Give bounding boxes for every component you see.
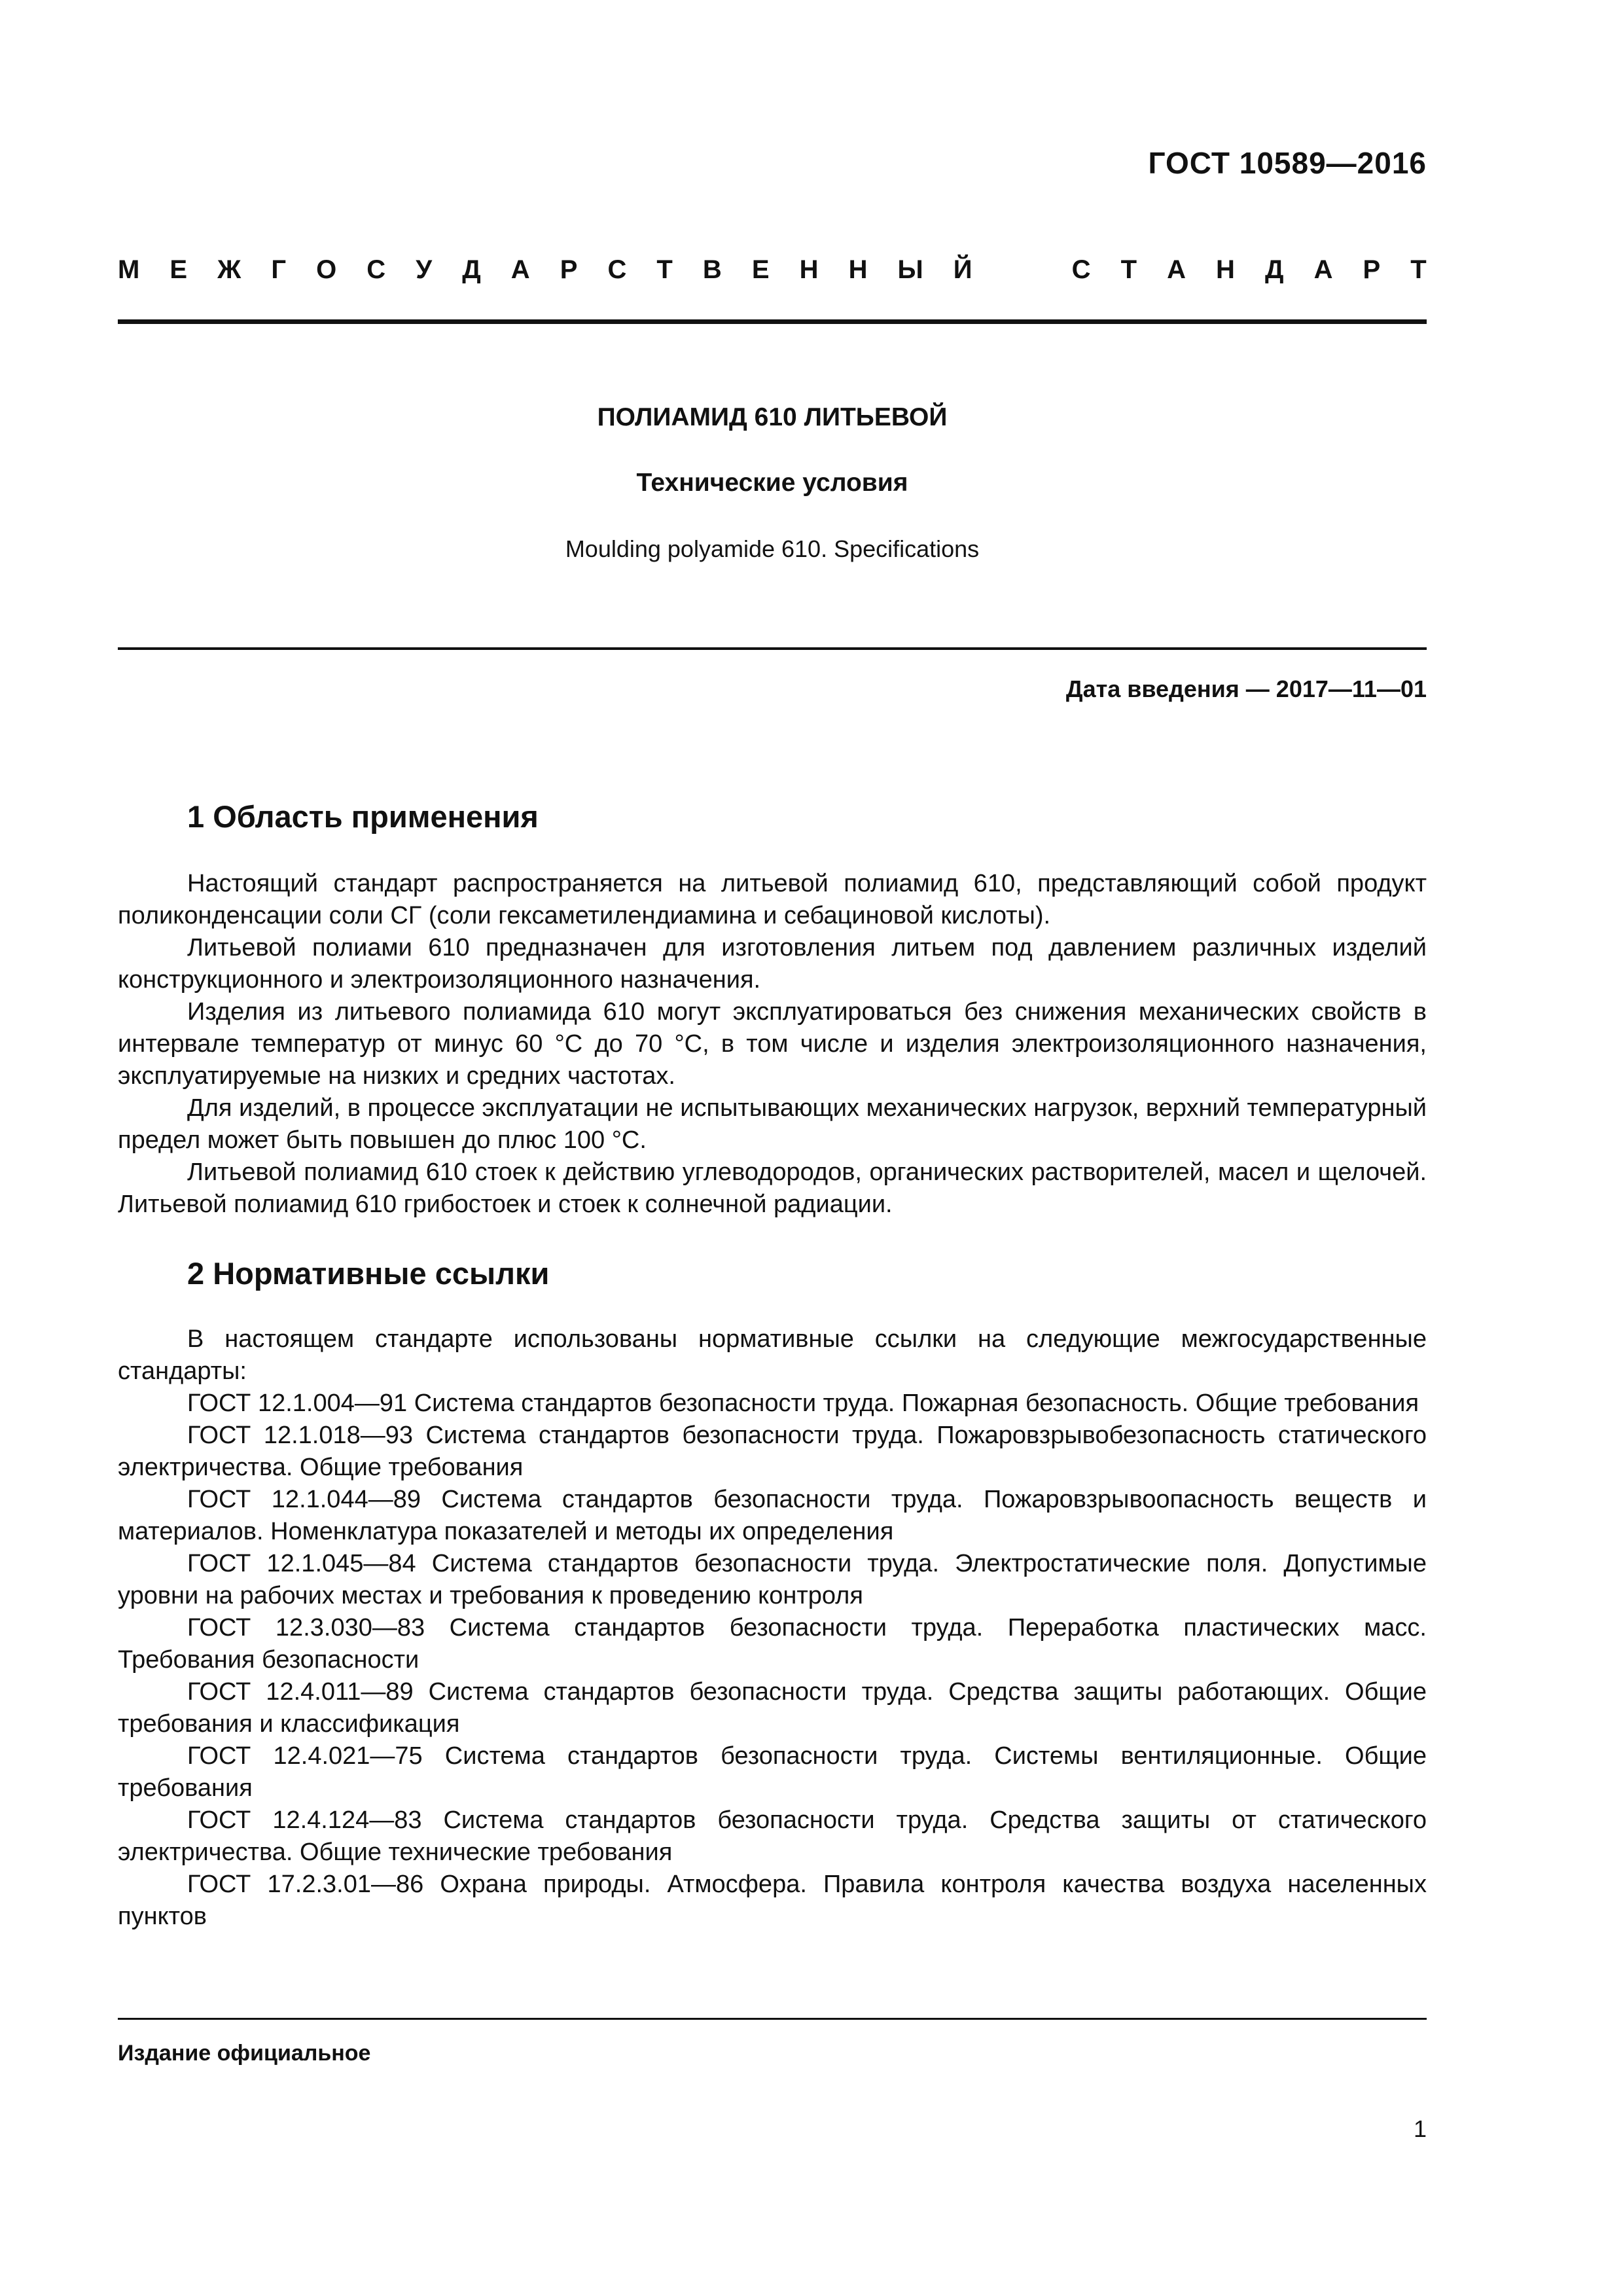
section-heading-scope: 1 Область применения [187,799,539,834]
banner-letter: Ы [897,255,923,284]
section-body-scope [118,868,1427,1221]
banner-letter: У [416,255,433,284]
banner-letter: Е [169,255,188,284]
document-subtitle: Технические условия [636,469,908,497]
paragraph: В настоящем стандарте использованы нормативные ссылки на следующие межгосударственные стандарты: [118,1325,1427,1385]
header-divider [118,319,1427,324]
banner-letter: Д [1265,255,1284,284]
reference-item: ГОСТ 12.1.018—93 Система стандартов безопасности труда. Пожаровзрывобезопасность статического электричества. Общие требования [118,1422,1427,1481]
reference-item: ГОСТ 12.1.004—91 Система стандартов безопасности труда. Пожарная безопасность. Общие требования [187,1390,1419,1417]
banner-word-gap [1003,255,1042,285]
banner-letter: А [1167,255,1186,284]
reference-item: ГОСТ 12.4.124—83 Система стандартов безопасности труда. Средства защиты от статического электричества. Общие технические требования [118,1806,1427,1866]
banner-letter: О [316,255,337,284]
banner-letter: Р [1363,255,1381,284]
reference-item: ГОСТ 12.1.045—84 Система стандартов безопасности труда. Электростатические поля. Допустимые уровни на рабочих местах и требования к проведению контроля [118,1550,1427,1609]
banner-letter: Н [1216,255,1235,284]
paragraph: Для изделий, в процессе эксплуатации не испытывающих механических нагрузок, верхний температурный предел может быть повышен до плюс 100 °С. [118,1094,1427,1154]
document-title-english: Moulding polyamide 610. Specifications [565,535,980,562]
section-heading-references: 2 Нормативные ссылки [187,1256,550,1291]
banner-letter: Т [656,255,673,284]
standard-type-banner [118,255,1427,285]
banner-letter: С [1071,255,1091,284]
banner-letter: М [118,255,140,284]
reference-item: ГОСТ 12.1.044—89 Система стандартов безопасности труда. Пожаровзрывоопасность веществ и материалов. Номенклатура показателей и методы их определения [118,1486,1427,1545]
introduction-date: Дата введения — 2017—11—01 [1065,675,1427,702]
reference-item: ГОСТ 17.2.3.01—86 Охрана природы. Атмосфера. Правила контроля качества воздуха населенных пунктов [118,1871,1427,1930]
reference-item: ГОСТ 12.4.011—89 Система стандартов безопасности труда. Средства защиты работающих. Общие требования и классификация [118,1678,1427,1738]
document-code: ГОСТ 10589—2016 [1148,146,1427,180]
banner-letter: С [366,255,386,284]
banner-letter: Г [271,255,287,284]
title-divider [118,647,1427,650]
banner-letter: Ж [217,255,241,284]
banner-letter: В [702,255,722,284]
banner-letter: А [510,255,530,284]
document-title: ПОЛИАМИД 610 ЛИТЬЕВОЙ [597,403,948,431]
paragraph: Литьевой полиами 610 предназначен для изготовления литьем под давлением различных изделий конструкционного и электроизоляционного назначения. [118,934,1427,994]
paragraph: Настоящий стандарт распространяется на литьевой полиамид 610, представляющий собой продукт поликонденсации соли СГ (соли гексаметилендиамина и себациновой кислоты). [118,870,1427,929]
section-body-references [118,1323,1427,1933]
banner-letter: Е [751,255,770,284]
banner-letter: Р [560,255,578,284]
banner-letter: Т [1410,255,1427,284]
reference-item: ГОСТ 12.3.030—83 Система стандартов безопасности труда. Переработка пластических масс. Требования безопасности [118,1614,1427,1674]
footer-divider [118,2018,1427,2020]
banner-letter: Н [848,255,868,284]
banner-letter: Т [1120,255,1137,284]
banner-letter: А [1313,255,1333,284]
paragraph: Изделия из литьевого полиамида 610 могут эксплуатироваться без снижения механических свойств в интервале температур от минус 60 °С до 70 °С, в том числе и изделия электроизоляционного назначения, эксплуатируемые на низких и средних частотах. [118,998,1427,1090]
reference-item: ГОСТ 12.4.021—75 Система стандартов безопасности труда. Системы вентиляционные. Общие требования [118,1742,1427,1802]
page-number: 1 [1413,2115,1427,2142]
official-edition-label: Издание официальное [118,2041,371,2066]
banner-letter: Й [953,255,972,284]
banner-letter: Н [799,255,819,284]
paragraph: Литьевой полиамид 610 стоек к действию углеводородов, органических растворителей, масел и щелочей. Литьевой полиамид 610 грибостоек и стоек к солнечной радиации. [118,1158,1427,1218]
banner-letter: С [607,255,627,284]
banner-letter: Д [462,255,481,284]
